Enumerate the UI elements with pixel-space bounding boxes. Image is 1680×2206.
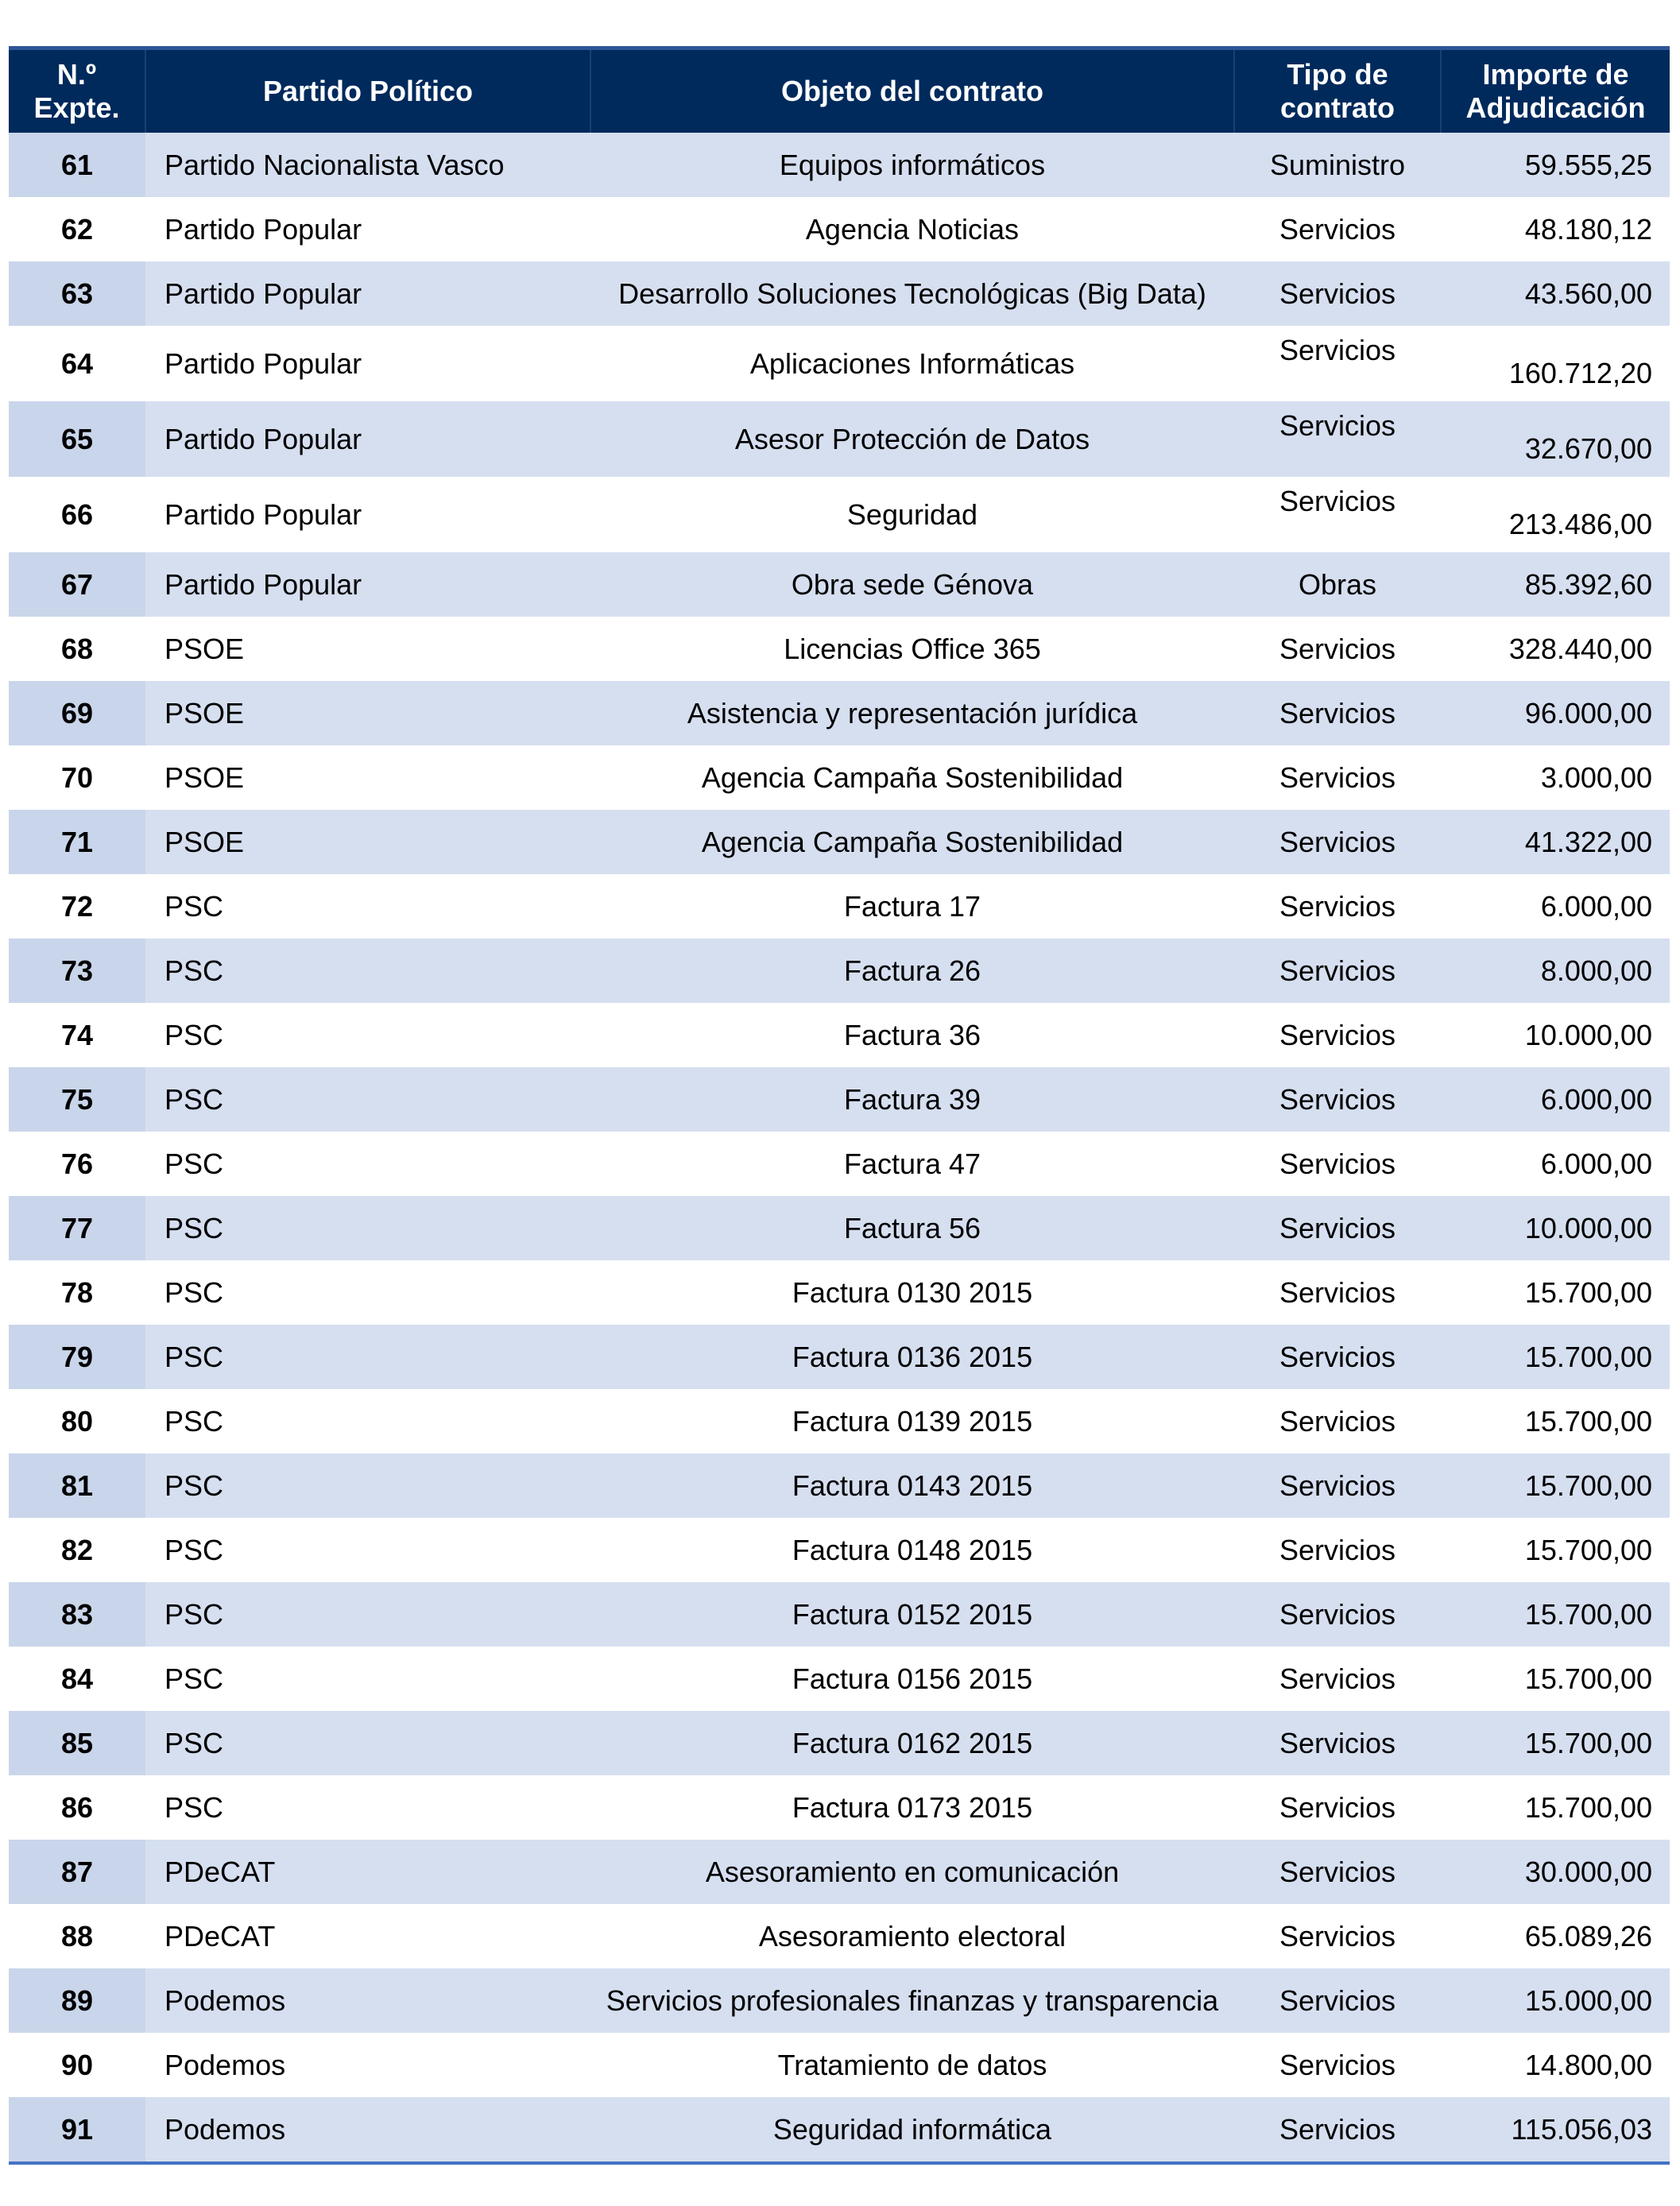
table-row <box>9 681 1670 745</box>
party-cell: Podemos <box>165 2048 286 2081</box>
party-cell: PSC <box>165 1018 224 1051</box>
contract-type-cell: Servicios <box>1234 681 1441 745</box>
table-row <box>9 1389 1670 1453</box>
contract-object-cell: Factura 0156 2015 <box>792 1662 1033 1695</box>
party-cell: PSC <box>165 1662 224 1695</box>
party-cell: Partido Popular <box>145 261 590 326</box>
contract-type-cell: Servicios <box>1234 1325 1441 1389</box>
file-number-cell: 81 <box>9 1453 145 1518</box>
contract-object-cell: Asistencia y representación jurídica <box>590 681 1234 745</box>
contract-type-cell: Servicios <box>1279 334 1396 366</box>
award-amount-cell: 48.180,12 <box>1524 212 1652 246</box>
table-row <box>9 1647 1670 1711</box>
table-row <box>9 1518 1670 1582</box>
contract-type-cell: Servicios <box>1234 1067 1441 1132</box>
header-contract-type-line1: Tipo de <box>1287 58 1388 91</box>
table-row <box>9 197 1670 261</box>
party-cell: PSC <box>145 939 590 1003</box>
party-cell: PDeCAT <box>165 1919 276 1953</box>
award-amount-cell: 15.700,00 <box>1441 1453 1670 1518</box>
award-amount-cell: 15.700,00 <box>1524 1404 1652 1438</box>
award-amount-cell: 10.000,00 <box>1524 1018 1652 1051</box>
table-row <box>9 617 1670 681</box>
table-row <box>9 1453 1670 1518</box>
contract-type-cell: Servicios <box>1279 1404 1396 1438</box>
file-number-cell: 87 <box>9 1840 145 1904</box>
contract-type-cell: Servicios <box>1234 401 1441 477</box>
contract-type-cell: Servicios <box>1279 1919 1396 1953</box>
award-amount-cell: 15.000,00 <box>1441 1968 1670 2033</box>
contract-type-cell: Servicios <box>1279 1147 1396 1180</box>
award-amount-cell: 160.712,20 <box>1508 357 1652 389</box>
file-number-cell: 85 <box>9 1711 145 1775</box>
party-cell: PSC <box>145 1067 590 1132</box>
table-row <box>9 552 1670 617</box>
table-row <box>9 477 1670 552</box>
contract-object-cell: Obra sede Génova <box>590 552 1234 617</box>
header-file-number-line1: N.º <box>56 58 97 91</box>
award-amount-cell: 41.322,00 <box>1441 810 1670 874</box>
contract-type-cell: Suministro <box>1234 133 1441 197</box>
contract-type-cell: Servicios <box>1279 1662 1396 1695</box>
file-number-cell: 88 <box>60 1919 94 1953</box>
party-cell: PSC <box>165 1147 224 1180</box>
award-amount-cell: 6.000,00 <box>1540 889 1652 923</box>
table-row <box>9 1775 1670 1840</box>
header-award-amount-line1: Importe de <box>1482 58 1629 91</box>
contracts-table <box>9 50 1670 2161</box>
contract-type-cell: Servicios <box>1279 889 1396 923</box>
party-cell: Partido Popular <box>165 497 362 531</box>
header-contract-type-line2: contrato <box>1280 91 1395 124</box>
file-number-cell: 90 <box>60 2048 94 2081</box>
header-file-number-line2: Expte. <box>33 91 120 124</box>
file-number-cell: 64 <box>60 346 94 380</box>
file-number-cell: 65 <box>9 401 145 477</box>
contract-type-cell: Servicios <box>1279 1533 1396 1566</box>
contract-object-cell: Factura 56 <box>590 1196 1234 1260</box>
header-row <box>9 50 1670 133</box>
table-row <box>9 1904 1670 1968</box>
file-number-cell: 77 <box>9 1196 145 1260</box>
contract-type-cell: Servicios <box>1279 1018 1396 1051</box>
party-cell: Partido Popular <box>165 212 362 246</box>
table-row <box>9 1325 1670 1389</box>
table-row <box>9 1132 1670 1196</box>
award-amount-cell: 96.000,00 <box>1441 681 1670 745</box>
file-number-cell: 78 <box>60 1275 94 1309</box>
award-amount-cell: 15.700,00 <box>1524 1533 1652 1566</box>
award-amount-cell: 14.800,00 <box>1524 2048 1652 2081</box>
file-number-cell: 91 <box>9 2097 145 2161</box>
award-amount-cell: 115.056,03 <box>1441 2097 1670 2161</box>
contract-type-cell: Servicios <box>1234 1711 1441 1775</box>
file-number-cell: 69 <box>9 681 145 745</box>
contract-object-cell: Equipos informáticos <box>590 133 1234 197</box>
contract-object-cell: Factura 0136 2015 <box>590 1325 1234 1389</box>
table-row <box>9 261 1670 326</box>
party-cell: Partido Popular <box>145 552 590 617</box>
contract-type-cell: Servicios <box>1234 2097 1441 2161</box>
award-amount-cell: 6.000,00 <box>1540 1147 1652 1180</box>
table-row <box>9 939 1670 1003</box>
contract-type-cell: Servicios <box>1234 810 1441 874</box>
party-cell: PSC <box>145 1196 590 1260</box>
file-number-cell: 89 <box>9 1968 145 2033</box>
file-number-cell: 74 <box>60 1018 94 1051</box>
table-row <box>9 810 1670 874</box>
contract-type-cell: Servicios <box>1234 1840 1441 1904</box>
table-row <box>9 1582 1670 1647</box>
award-amount-cell: 3.000,00 <box>1540 760 1652 794</box>
award-amount-cell: 15.700,00 <box>1524 1790 1652 1824</box>
contract-type-cell: Servicios <box>1234 261 1441 326</box>
award-amount-cell: 15.700,00 <box>1441 1325 1670 1389</box>
table-row <box>9 1840 1670 1904</box>
header-file-number <box>9 50 145 133</box>
contract-type-cell: Servicios <box>1279 760 1396 794</box>
contract-object-cell: Factura 36 <box>843 1018 981 1051</box>
award-amount-cell: 65.089,26 <box>1524 1919 1652 1953</box>
contract-object-cell: Factura 0173 2015 <box>792 1790 1033 1824</box>
contracts-table-container <box>9 46 1670 2165</box>
party-cell: PDeCAT <box>145 1840 590 1904</box>
file-number-cell: 61 <box>9 133 145 197</box>
award-amount-cell: 10.000,00 <box>1441 1196 1670 1260</box>
header-political-party: Partido Político <box>145 50 590 133</box>
file-number-cell: 70 <box>60 760 94 794</box>
party-cell: PSC <box>145 1325 590 1389</box>
award-amount-cell: 328.440,00 <box>1508 632 1652 665</box>
contract-object-cell: Asesor Protección de Datos <box>590 401 1234 477</box>
table-body <box>9 133 1670 2161</box>
party-cell: PSC <box>165 889 224 923</box>
table-row <box>9 1711 1670 1775</box>
file-number-cell: 82 <box>60 1533 94 1566</box>
table-bottom-rule <box>9 2161 1670 2165</box>
table-row <box>9 401 1670 477</box>
file-number-cell: 72 <box>60 889 94 923</box>
contract-type-cell: Servicios <box>1279 632 1396 665</box>
table-row <box>9 2033 1670 2097</box>
award-amount-cell: 30.000,00 <box>1441 1840 1670 1904</box>
header-contract-object: Objeto del contrato <box>590 50 1234 133</box>
contract-type-cell: Servicios <box>1279 1275 1396 1309</box>
party-cell: PSC <box>145 1711 590 1775</box>
award-amount-cell: 85.392,60 <box>1441 552 1670 617</box>
contract-object-cell: Factura 39 <box>590 1067 1234 1132</box>
table-row <box>9 745 1670 810</box>
contract-object-cell: Factura 0148 2015 <box>792 1533 1033 1566</box>
contract-object-cell: Factura 0162 2015 <box>590 1711 1234 1775</box>
file-number-cell: 75 <box>9 1067 145 1132</box>
table-row <box>9 1067 1670 1132</box>
award-amount-cell: 59.555,25 <box>1441 133 1670 197</box>
file-number-cell: 79 <box>9 1325 145 1389</box>
file-number-cell: 71 <box>9 810 145 874</box>
contract-object-cell: Seguridad <box>846 497 978 531</box>
header-award-amount-line2: Adjudicación <box>1465 91 1646 124</box>
party-cell: Podemos <box>145 2097 590 2161</box>
contract-type-cell: Servicios <box>1279 2048 1396 2081</box>
table-header <box>9 50 1670 133</box>
contract-object-cell: Tratamiento de datos <box>777 2048 1047 2081</box>
table-row <box>9 133 1670 197</box>
party-cell: PSOE <box>165 760 245 794</box>
file-number-cell: 62 <box>60 212 94 246</box>
contract-object-cell: Asesoramiento electoral <box>758 1919 1066 1953</box>
party-cell: PSOE <box>145 681 590 745</box>
contract-object-cell: Factura 0139 2015 <box>792 1404 1033 1438</box>
award-amount-cell: 15.700,00 <box>1524 1275 1652 1309</box>
award-amount-cell: 15.700,00 <box>1524 1662 1652 1695</box>
file-number-cell: 83 <box>9 1582 145 1647</box>
file-number-cell: 68 <box>60 632 94 665</box>
contract-object-cell: Factura 0130 2015 <box>792 1275 1033 1309</box>
party-cell: PSC <box>145 1453 590 1518</box>
party-cell: PSC <box>165 1275 224 1309</box>
contract-type-cell: Servicios <box>1234 1196 1441 1260</box>
contract-object-cell: Agencia Noticias <box>805 212 1020 246</box>
file-number-cell: 66 <box>60 497 94 531</box>
table-row <box>9 1260 1670 1325</box>
party-cell: PSC <box>165 1404 224 1438</box>
contract-type-cell: Servicios <box>1279 485 1396 517</box>
award-amount-cell: 6.000,00 <box>1441 1067 1670 1132</box>
contract-type-cell: Servicios <box>1234 1968 1441 2033</box>
table-row <box>9 2097 1670 2161</box>
award-amount-cell: 8.000,00 <box>1441 939 1670 1003</box>
party-cell: Partido Nacionalista Vasco <box>145 133 590 197</box>
party-cell: PSOE <box>165 632 245 665</box>
file-number-cell: 80 <box>60 1404 94 1438</box>
contract-object-cell: Agencia Campaña Sostenibilidad <box>590 810 1234 874</box>
award-amount-cell: 32.670,00 <box>1441 401 1670 477</box>
party-cell: PSOE <box>145 810 590 874</box>
contract-object-cell: Factura 17 <box>843 889 981 923</box>
contract-type-cell: Servicios <box>1234 939 1441 1003</box>
contract-type-cell: Obras <box>1234 552 1441 617</box>
award-amount-cell: 15.700,00 <box>1441 1582 1670 1647</box>
party-cell: PSC <box>165 1533 224 1566</box>
header-contract-type <box>1234 50 1441 133</box>
file-number-cell: 76 <box>60 1147 94 1180</box>
party-cell: PSC <box>145 1582 590 1647</box>
contract-object-cell: Desarrollo Soluciones Tecnológicas (Big Data) <box>590 261 1234 326</box>
party-cell: Partido Popular <box>145 401 590 477</box>
file-number-cell: 63 <box>9 261 145 326</box>
award-amount-cell: 213.486,00 <box>1508 508 1652 540</box>
contract-type-cell: Servicios <box>1279 1790 1396 1824</box>
table-row <box>9 326 1670 401</box>
contract-object-cell: Seguridad informática <box>590 2097 1234 2161</box>
contract-object-cell: Agencia Campaña Sostenibilidad <box>701 760 1124 794</box>
contract-object-cell: Servicios profesionales finanzas y transparencia <box>590 1968 1234 2033</box>
file-number-cell: 73 <box>9 939 145 1003</box>
award-amount-cell: 43.560,00 <box>1441 261 1670 326</box>
contract-object-cell: Aplicaciones Informáticas <box>749 346 1075 380</box>
contract-object-cell: Licencias Office 365 <box>784 632 1041 665</box>
table-row <box>9 1968 1670 2033</box>
contract-object-cell: Factura 26 <box>590 939 1234 1003</box>
contract-type-cell: Servicios <box>1234 1582 1441 1647</box>
file-number-cell: 67 <box>9 552 145 617</box>
contract-type-cell: Servicios <box>1279 212 1396 246</box>
table-row <box>9 874 1670 939</box>
table-row <box>9 1003 1670 1067</box>
contract-object-cell: Factura 47 <box>843 1147 981 1180</box>
party-cell: Podemos <box>145 1968 590 2033</box>
award-amount-cell: 15.700,00 <box>1441 1711 1670 1775</box>
file-number-cell: 84 <box>60 1662 94 1695</box>
contract-object-cell: Factura 0143 2015 <box>590 1453 1234 1518</box>
contract-object-cell: Asesoramiento en comunicación <box>590 1840 1234 1904</box>
party-cell: Partido Popular <box>165 346 362 380</box>
file-number-cell: 86 <box>60 1790 94 1824</box>
contract-type-cell: Servicios <box>1234 1453 1441 1518</box>
contract-object-cell: Factura 0152 2015 <box>590 1582 1234 1647</box>
table-row <box>9 1196 1670 1260</box>
header-award-amount <box>1441 50 1670 133</box>
party-cell: PSC <box>165 1790 224 1824</box>
